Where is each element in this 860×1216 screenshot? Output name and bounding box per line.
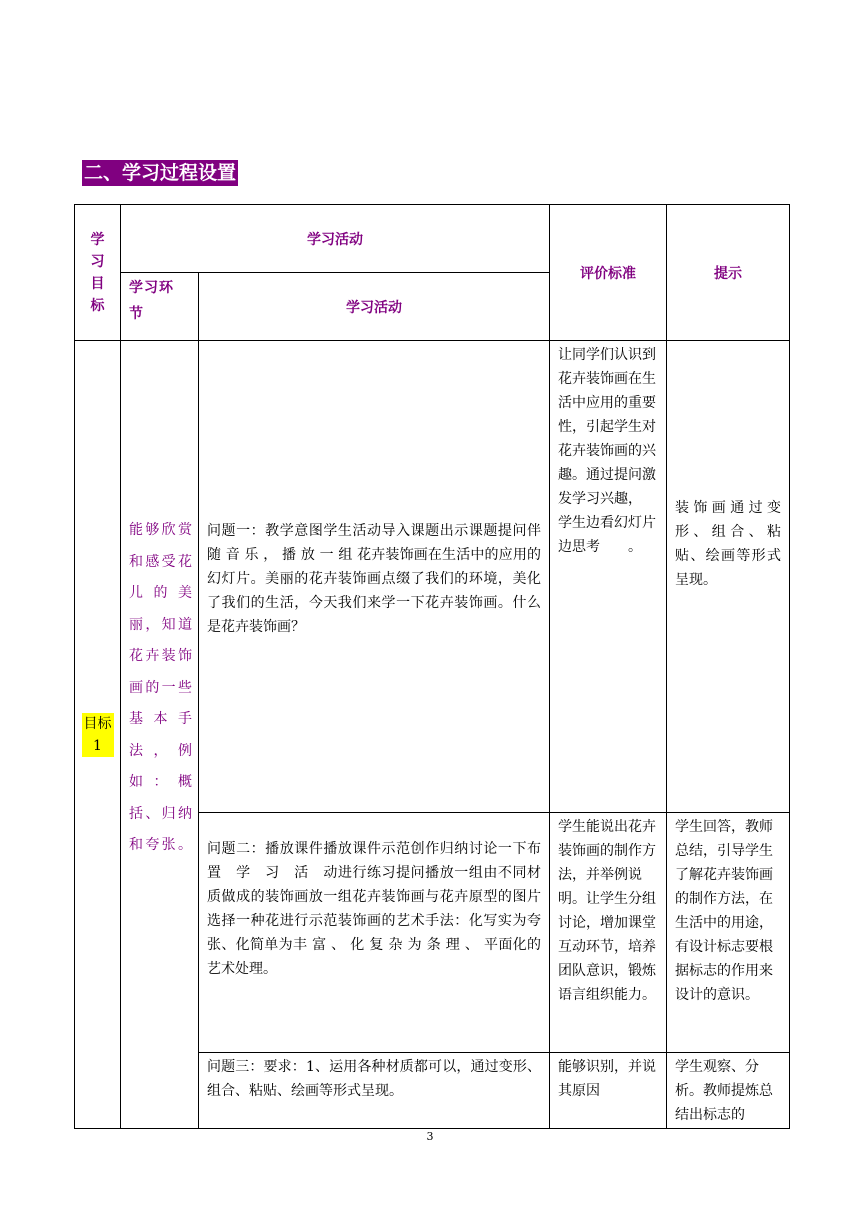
- goal-cell: [75, 341, 121, 1129]
- section-title: 二、学习过程设置: [84, 162, 237, 184]
- header-stage-label: 学习环节: [129, 280, 174, 322]
- learning-process-table: [74, 204, 790, 1129]
- page-number: 3: [426, 1130, 434, 1143]
- header-tips: 提示: [667, 205, 790, 341]
- activity-cell: [199, 1053, 550, 1129]
- header-activity-group: 学习活动: [121, 205, 550, 273]
- evaluation-cell: [550, 813, 667, 1053]
- evaluation-text: 能够识别，并说其原因: [558, 1059, 656, 1099]
- tips-text: 学生回答，教师总结，引导学生了解花卉装饰画的制作方法，在生活中的用途，有设计标志要根据标志的作用来设计的意识。: [675, 819, 773, 1003]
- evaluation-text: 让同学们认识到花卉装饰画在生活中应用的重要性，引起学生对花卉装饰画的兴趣。通过提问激发学习兴趣， 学生边看幻灯片边思考 。: [558, 347, 656, 555]
- evaluation-cell: [550, 1053, 667, 1129]
- tips-text: 装饰画通过变形、组合、粘贴、绘画等形式呈现。: [675, 499, 781, 588]
- activity-text: 问题一：教学意图学生活动导入课题出示课题提问伴 随 音 乐 ， 播 放 一 组 花卉装饰画在生活中的应用的幻灯片。美丽的花卉装饰画点缀了我们的环境，美化了我们的生活，今天我们来学一下花卉装饰画。什么是花卉装饰画？: [207, 522, 541, 635]
- header-goal: [75, 205, 121, 341]
- header-stage: [121, 273, 199, 341]
- objective-cell: [121, 341, 199, 1129]
- activity-text: 问题二：播放课件播放课件示范创作归纳讨论一下布 置 学 习 活 动进行练习提问播放一组由不同材质做成的装饰画放一组花卉装饰画与花卉原型的图片选择一种花进行示范装饰画的艺术手法：化写实为夸张、化简单为丰 富 、 化 复 杂 为 条 理 、 平面化的艺术处理。: [207, 841, 555, 977]
- header-evaluation: 评价标准: [550, 205, 667, 341]
- evaluation-cell: [550, 341, 667, 813]
- evaluation-text: 学生能说出花卉装饰画的制作方法，并举例说明。让学生分组讨论，增加课堂互动环节，培养团队意识，锻炼语言组织能力。: [558, 819, 656, 1003]
- activity-cell: [199, 813, 555, 1053]
- tips-cell: [667, 1053, 790, 1129]
- tips-text: 学生观察、分析。教师提炼总结出标志的: [675, 1059, 773, 1123]
- activity-text: 问题三：要求：1、运用各种材质都可以，通过变形、组合、粘贴、绘画等形式呈现。: [207, 1059, 541, 1099]
- header-goal-label: 学习目标: [90, 231, 105, 314]
- tips-cell: [667, 813, 790, 1053]
- objective-text: 能够欣赏和感受花儿的美丽，知道花卉装饰画的一些基本手法，例如：概括、归纳和夸张。: [129, 522, 192, 853]
- activity-cell: [199, 341, 550, 813]
- goal-label: 目标1: [82, 713, 114, 757]
- header-activity: 学习活动: [199, 273, 550, 341]
- tips-cell: [667, 341, 790, 813]
